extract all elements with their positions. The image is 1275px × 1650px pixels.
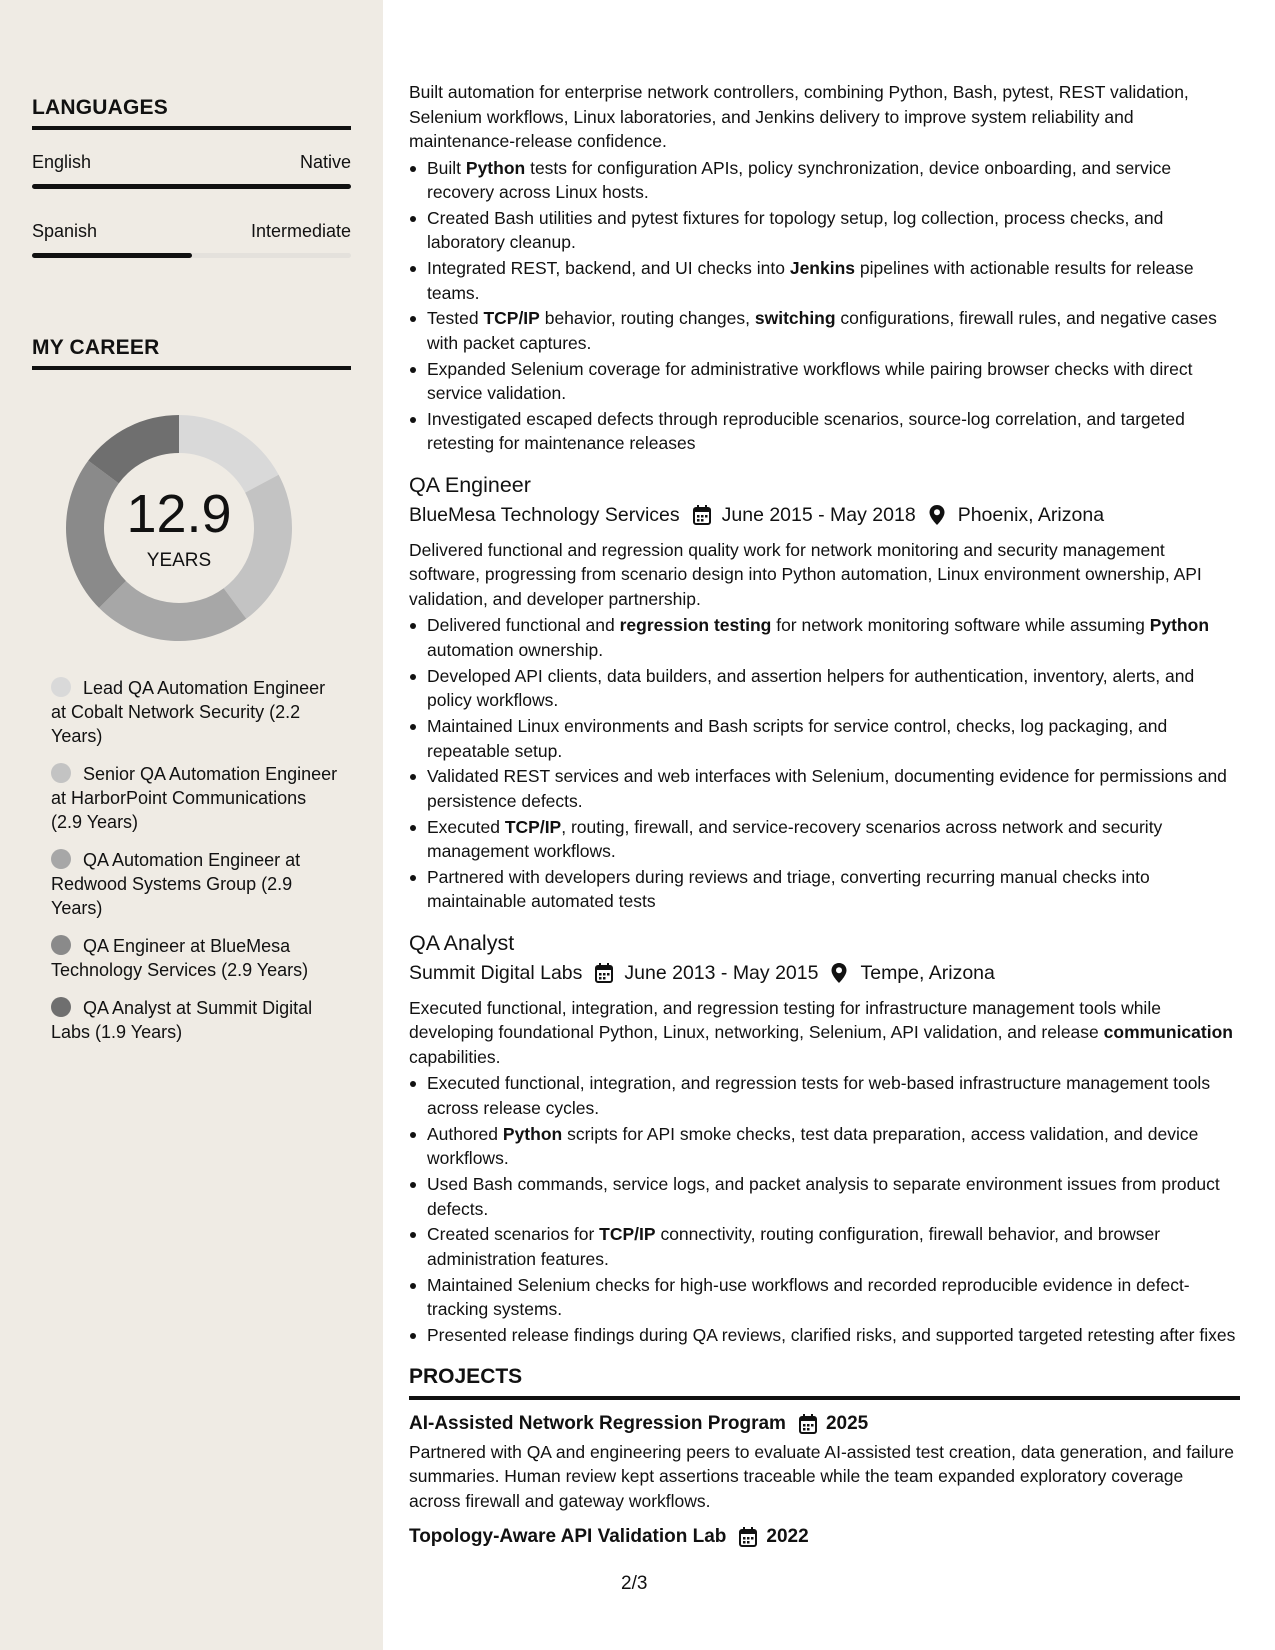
job-summary: Executed functional, integration, and regression testing for infrastructure management tools while developing foundational Python, Linux, networking, Selenium, API validation, and release communication capabilities.: [409, 997, 1233, 1067]
legend-label: Lead QA Automation Engineer at Cobalt Network Security (2.2 Years): [51, 678, 326, 746]
bullet-item: Created Bash utilities and pytest fixtures for topology setup, log collection, process checks, and laboratory cleanup.: [409, 206, 1239, 255]
location-pin-icon: [830, 962, 850, 984]
bullet-item: Authored Python scripts for API smoke checks, test data preparation, access validation, and device workflows.: [409, 1122, 1239, 1171]
language-bar-fill: [32, 253, 192, 258]
project-description: Partnered with QA and engineering peers to evaluate AI-assisted test creation, data generation, and failure summaries. Human review kept assertions traceable while the team expanded exploratory coverage across firewall and gateway workflows.: [409, 1441, 1234, 1511]
job-list: [409, 470, 1239, 1347]
bold-keyword: TCP/IP: [504, 816, 562, 837]
bullet-item: Maintained Linux environments and Bash scripts for service control, checks, log packaging, and repeatable setup.: [409, 714, 1239, 763]
projects-title: PROJECTS: [409, 1365, 523, 1389]
bold-keyword: Python: [465, 157, 526, 178]
language-name: Spanish: [32, 221, 98, 241]
project-entry: [409, 1523, 1239, 1551]
career-legend-item: [51, 762, 341, 834]
legend-dot-icon: [51, 849, 71, 869]
job-location: Tempe, Arizona: [860, 961, 995, 984]
language-level: Native: [299, 152, 351, 172]
job-entry: [409, 470, 1239, 914]
projects-rule: [409, 1396, 1240, 1400]
language-level: Intermediate: [250, 221, 351, 241]
project-list: [409, 1410, 1239, 1552]
company-name: BlueMesa Technology Services: [409, 503, 680, 526]
career-total-years: 12.9: [126, 484, 232, 544]
legend-dot-icon: [51, 677, 71, 697]
bullet-item: Tested TCP/IP behavior, routing changes, switching configurations, firewall rules, and negative cases with packet captures.: [409, 306, 1239, 355]
bullet-item: Maintained Selenium checks for high-use workflows and recorded reproducible evidence in defect-tracking systems.: [409, 1273, 1239, 1322]
location-pin-icon: [928, 504, 948, 526]
bullet-item: Presented release findings during QA reviews, clarified risks, and supported targeted retesting after fixes: [409, 1323, 1239, 1348]
bullet-item: Created scenarios for TCP/IP connectivity, routing configuration, firewall behavior, and browser administration features.: [409, 1222, 1239, 1271]
sidebar: [0, 0, 383, 1650]
career-total-unit: YEARS: [146, 550, 212, 571]
intro-summary: Built automation for enterprise network controllers, combining Python, Bash, pytest, REST validation, Selenium workflows, Linux laboratories, and Jenkins delivery to improve system reliability and maintenance-release confidence.: [409, 82, 1189, 151]
language-row-spanish: [32, 221, 351, 242]
bold-keyword: switching: [754, 308, 836, 329]
languages-rule: [32, 126, 351, 130]
bullet-item: Partnered with developers during reviews and triage, converting recurring manual checks into maintainable automated tests: [409, 865, 1239, 914]
career-legend-item: [51, 996, 341, 1044]
bullet-item: Integrated REST, backend, and UI checks into Jenkins pipelines with actionable results for release teams.: [409, 256, 1239, 305]
bullet-item: Executed TCP/IP, routing, firewall, and service-recovery scenarios across network and security management workflows.: [409, 815, 1239, 864]
project-year: 2025: [825, 1412, 869, 1434]
career-legend-item: [51, 676, 341, 748]
languages-title: LANGUAGES: [32, 96, 168, 119]
career-legend-item: [51, 848, 341, 920]
job-dates: June 2015 - May 2018: [721, 503, 916, 526]
career-rule: [32, 366, 351, 370]
legend-dot-icon: [51, 997, 71, 1017]
legend-label: QA Engineer at BlueMesa Technology Services (2.9 Years): [51, 936, 309, 980]
bold-keyword: Python: [1149, 615, 1210, 636]
language-bar-spanish: [32, 253, 351, 258]
legend-dot-icon: [51, 763, 71, 783]
job-title: QA Analyst: [409, 930, 515, 955]
job-location: Phoenix, Arizona: [957, 503, 1105, 526]
career-title: MY CAREER: [32, 336, 160, 359]
project-header: [409, 1410, 1239, 1438]
legend-label: QA Automation Engineer at Redwood Systems Group (2.9 Years): [51, 850, 301, 918]
bold-keyword: regression testing: [619, 615, 772, 636]
job-dates: June 2013 - May 2015: [624, 961, 819, 984]
job-bullets: [409, 1071, 1239, 1347]
language-bar-english: [32, 184, 351, 189]
project-year: 2022: [766, 1526, 809, 1548]
job-entry: [409, 928, 1239, 1347]
language-row-english: [32, 152, 351, 173]
language-name: English: [32, 152, 92, 172]
bullet-item: Validated REST services and web interfaces with Selenium, documenting evidence for permissions and persistence defects.: [409, 764, 1239, 813]
bold-keyword: Jenkins: [789, 258, 856, 279]
bold-keyword: TCP/IP: [483, 308, 540, 329]
bullet-item: Built Python tests for configuration APIs, policy synchronization, device onboarding, and service recovery across Linux hosts.: [409, 156, 1239, 205]
calendar-icon: [594, 962, 614, 984]
career-legend-item: [51, 934, 341, 982]
job-meta: [409, 958, 1239, 988]
legend-label: QA Analyst at Summit Digital Labs (1.9 Years): [51, 998, 313, 1042]
job-meta: [409, 500, 1239, 530]
project-title: AI-Assisted Network Regression Program: [409, 1412, 786, 1434]
legend-dot-icon: [51, 935, 71, 955]
donut-slice-2: [99, 581, 246, 641]
calendar-icon: [738, 1526, 758, 1548]
donut-slice-0: [179, 415, 279, 493]
bullet-item: Used Bash commands, service logs, and packet analysis to separate environment issues from product defects.: [409, 1172, 1239, 1221]
bullet-item: Investigated escaped defects through reproducible scenarios, source-log correlation, and targeted retesting for maintenance releases: [409, 407, 1239, 456]
bullet-item: Executed functional, integration, and regression tests for web-based infrastructure management tools across release cycles.: [409, 1071, 1239, 1120]
bold-keyword: Python: [502, 1123, 563, 1144]
bold-keyword: TCP/IP: [599, 1224, 656, 1245]
bullet-item: Developed API clients, data builders, and assertion helpers for authentication, inventory, alerts, and policy workflows.: [409, 664, 1239, 713]
language-bar-fill: [32, 184, 351, 189]
bullet-item: Delivered functional and regression testing for network monitoring software while assuming Python automation ownership.: [409, 613, 1239, 662]
project-title: Topology-Aware API Validation Lab: [409, 1526, 727, 1548]
project-entry: [409, 1410, 1239, 1514]
job-bullets: [409, 613, 1239, 913]
main-content: [409, 80, 1239, 1551]
career-legend: [51, 676, 341, 1058]
bullet-item: Expanded Selenium coverage for administrative workflows while pairing browser checks with direct service validation.: [409, 357, 1239, 406]
calendar-icon: [692, 504, 712, 526]
project-header: [409, 1523, 1239, 1551]
calendar-icon: [798, 1413, 818, 1435]
intro-bullets: [409, 156, 1239, 456]
company-name: Summit Digital Labs: [409, 961, 583, 984]
job-title: QA Engineer: [409, 472, 531, 497]
job-summary: Delivered functional and regression quality work for network monitoring and security management software, progressing from scenario design into Python automation, Linux environment ownership, API validation, and developer partnership.: [409, 539, 1202, 609]
bold-keyword: communication: [1103, 1022, 1233, 1043]
legend-label: Senior QA Automation Engineer at HarborPoint Communications (2.9 Years): [51, 764, 338, 832]
page-number: 2/3: [621, 1573, 648, 1594]
